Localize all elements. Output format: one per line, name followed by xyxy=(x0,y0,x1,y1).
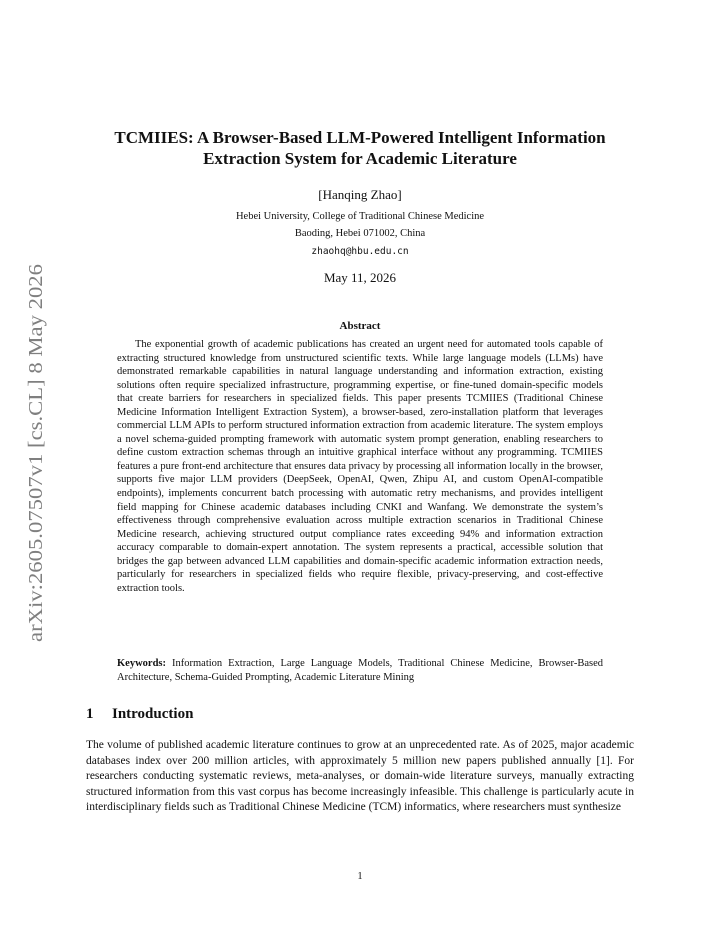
abstract-body: The exponential growth of academic publications has created an urgent need for automated tools capable of extracting structured knowledge from unstructured scientific texts. While large language models (LLMs) have demonstrated remarkable capabilities in natural language understanding and information extraction, existing solutions often require specialized infrastructure, programming expertise, or fine-tuned domain-specific models that create barriers for researchers in specialized fields. This paper presents TCMIIES (Traditional Chinese Medicine Information Intelligent Extraction System), a browser-based, zero-installation platform that leverages commercial LLM APIs to perform structured information extraction from academic literature. The system employs a novel schema-guided prompting framework with automatic system prompt generation, enabling researchers to define custom extraction schemas through an intuitive graphical interface without any programming. TCMIIES features a pure front-end architecture that ensures data privacy by processing all information locally in the browser, supports five major LLM providers (DeepSeek, OpenAI, Qwen, Zhipu AI, and custom OpenAI-compatible endpoints), implements concurrent batch processing with automatic retry mechanisms, and provides intelligent field mapping for Chinese academic databases including CNKI and Wanfang. We demonstrate the system’s effectiveness through comprehensive evaluation across multiple extraction scenarios in Traditional Chinese Medicine research, achieving structured output compliance rates exceeding 94% and information extraction accuracy comparable to domain-expert annotation. The system represents a practical, accessible solution that bridges the gap between advanced LLM capabilities and domain-specific academic information extraction needs, particularly for researchers in specialized fields who require flexible, privacy-preserving, and cost-effective extraction tools. xyxy=(117,339,603,594)
paper-title xyxy=(60,127,660,169)
introduction-paragraph: The volume of published academic literature continues to grow at an unprecedented rate. As of 2025, major academic databases index over 200 million articles, with approximately 5 million new papers published annually [1]. For researchers conducting systematic reviews, meta-analyses, or domain-wide literature surveys, manually extracting structured information from this vast corpus has become increasingly infeasible. This challenge is particularly acute in interdisciplinary fields such as Traditional Chinese Medicine (TCM) informatics, where researchers must synthesize xyxy=(86,739,634,814)
keywords-list: Information Extraction, Large Language Models, Traditional Chinese Medicine, Browser-Based Architecture, Schema-Guided Prompting, Academic Literature Mining xyxy=(117,658,603,683)
affiliation-institution: Hebei University, College of Traditional Chinese Medicine xyxy=(235,211,485,222)
author-email: zhaohq@hbu.edu.cn xyxy=(311,246,409,257)
author-name: [Hanqing Zhao] xyxy=(318,187,402,202)
keywords-paragraph xyxy=(117,657,603,685)
affiliation-location: Baoding, Hebei 071002, China xyxy=(294,228,426,239)
page-number: 1 xyxy=(357,871,363,882)
keywords-label: Keywords: xyxy=(117,658,166,669)
title-line-2: Extraction System for Academic Literature xyxy=(203,149,517,168)
section-number: 1 xyxy=(86,706,94,722)
abstract-heading: Abstract xyxy=(339,320,381,332)
section-heading-introduction xyxy=(86,706,193,723)
section-title: Introduction xyxy=(112,706,194,722)
arxiv-identifier-stamp xyxy=(2,0,62,932)
arxiv-identifier-text: arXiv:2605.07507v1 [cs.CL] 8 May 2026 xyxy=(26,317,47,642)
title-line-1: TCMIIES: A Browser-Based LLM-Powered Intelligent Information xyxy=(114,128,606,147)
paper-date: May 11, 2026 xyxy=(323,270,397,285)
